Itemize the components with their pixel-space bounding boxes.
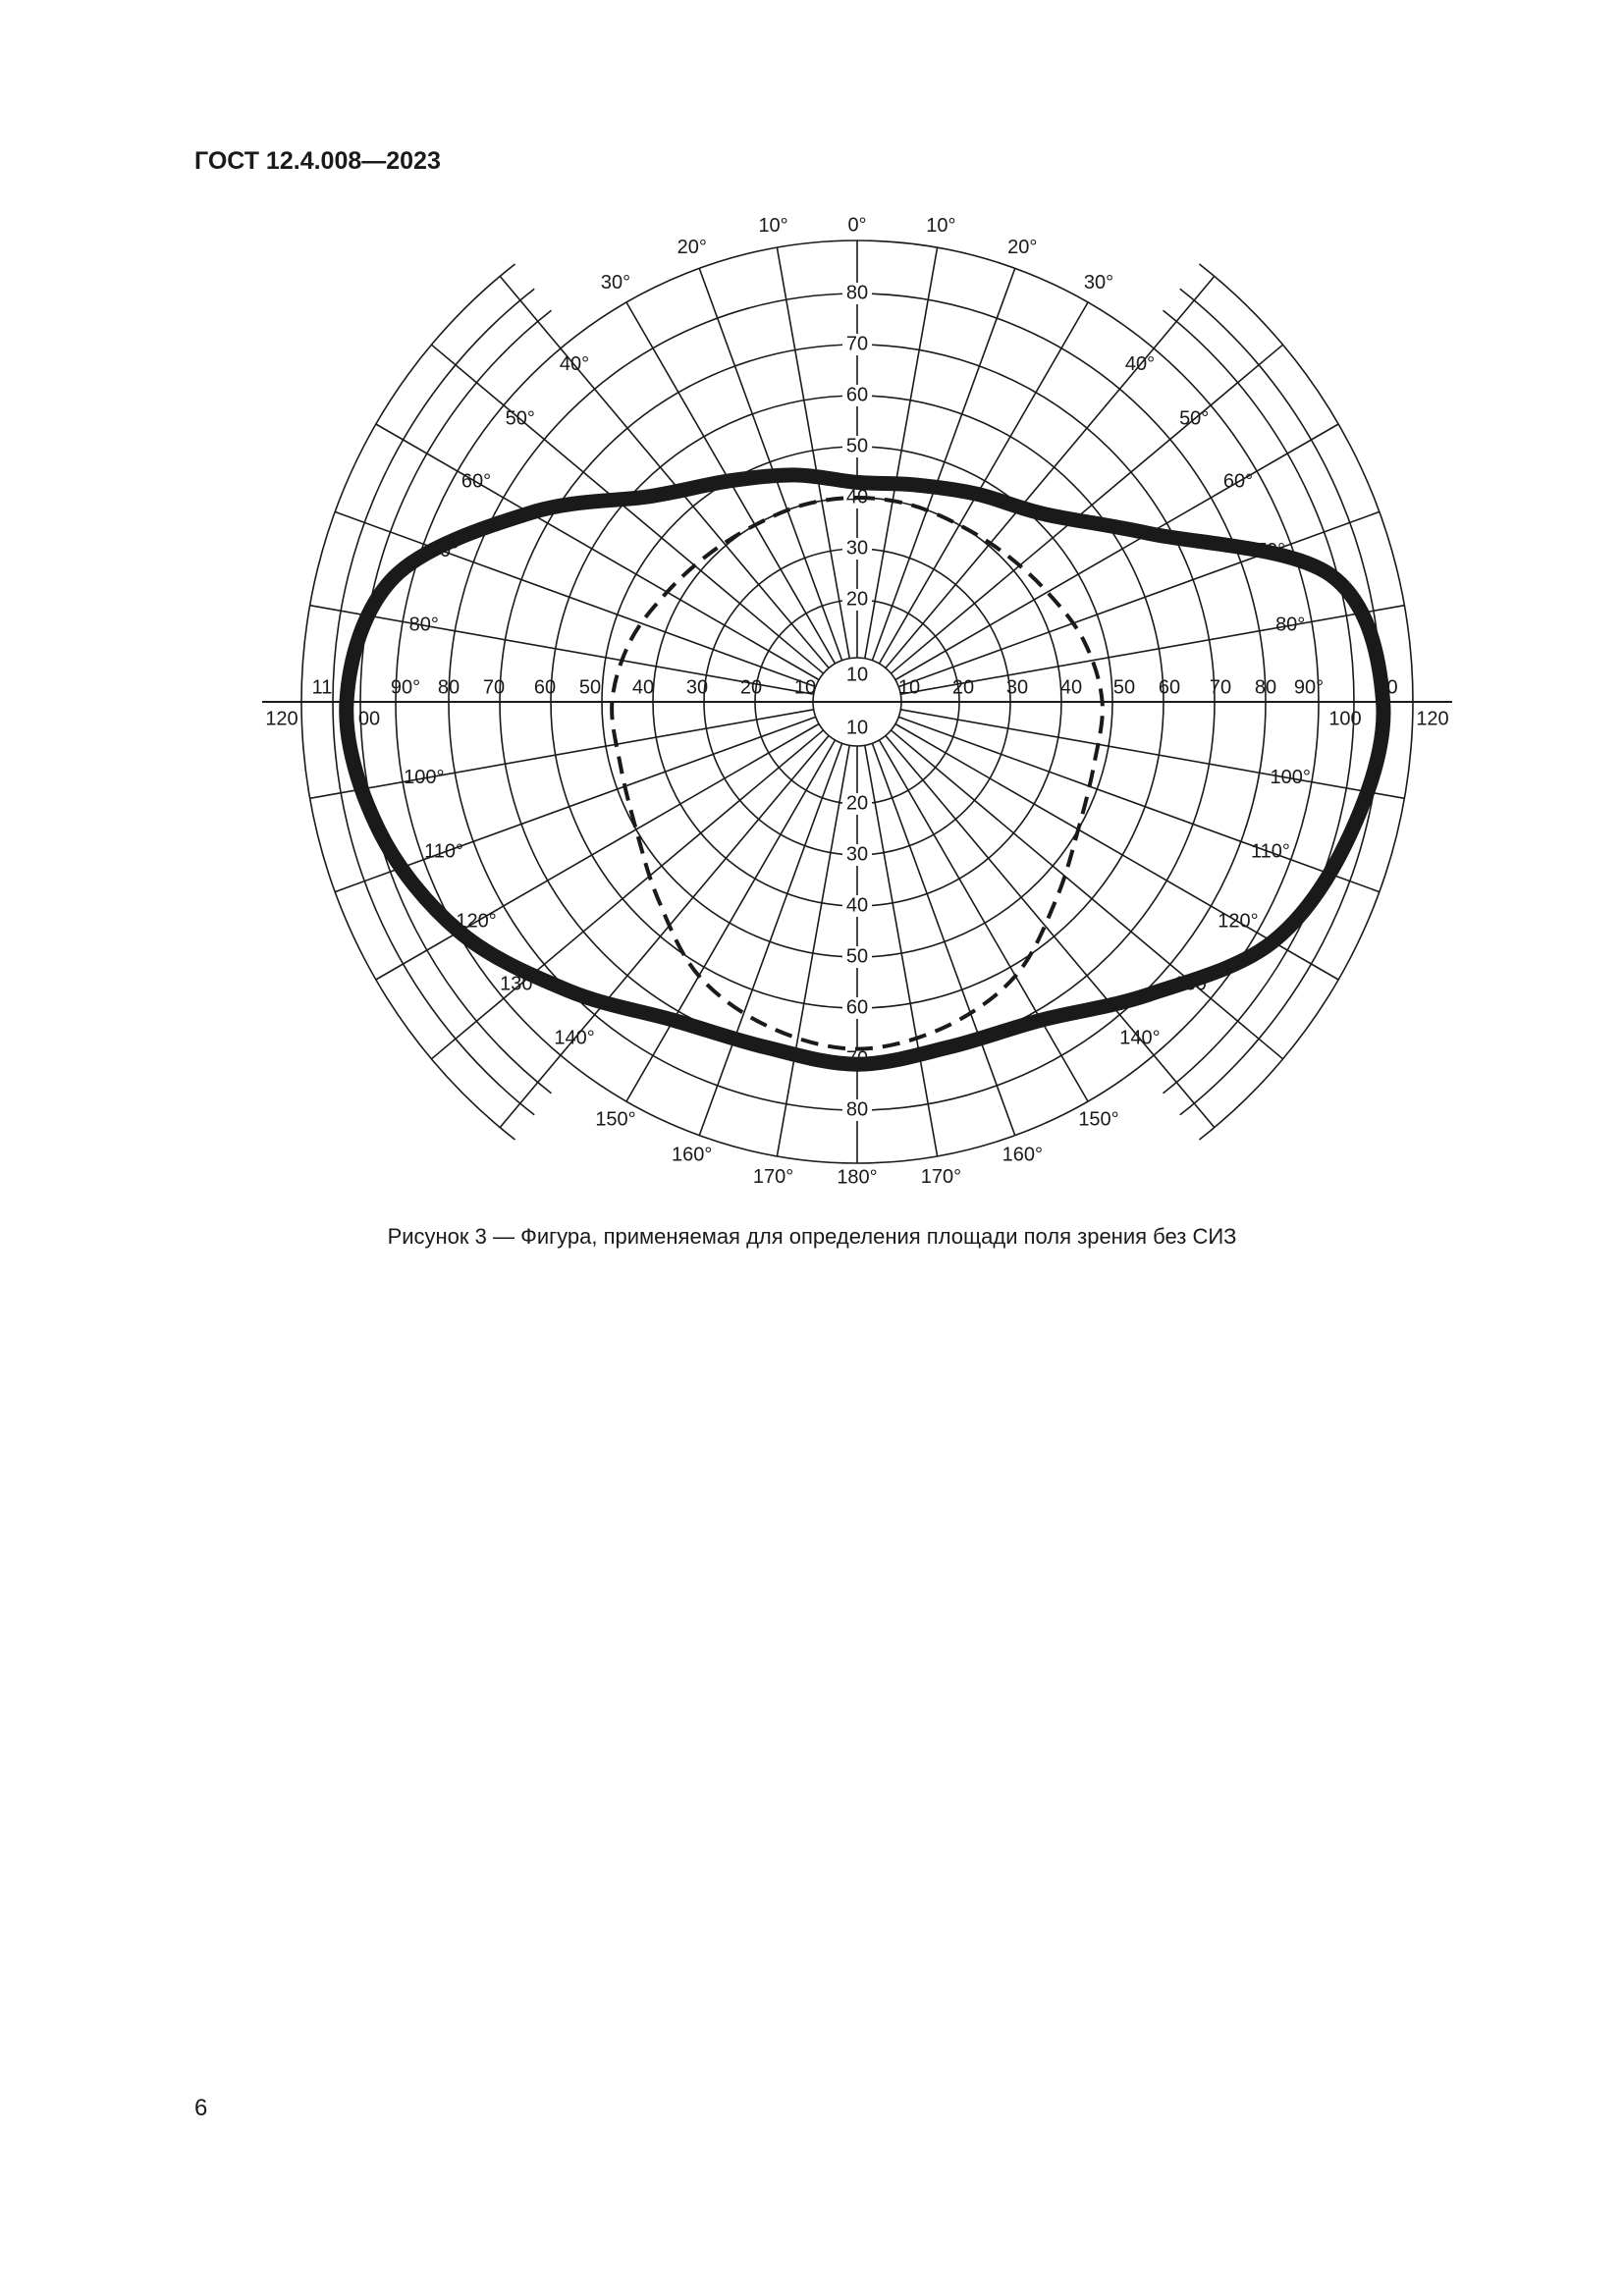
radial-tick-upper-80: 80: [845, 282, 869, 304]
horizontal-tick-right-6: 70: [1209, 676, 1232, 699]
horizontal-tick-right-11: 120: [1416, 708, 1449, 730]
meridian-10: [865, 247, 938, 659]
meridian-label-left-160: 160°: [672, 1144, 713, 1166]
meridian-350: [777, 247, 849, 659]
horizontal-tick-right-2: 30: [1005, 676, 1029, 699]
meridian-label-right-150: 150°: [1078, 1108, 1119, 1131]
figure-caption: Рисунок 3 — Фигура, применяемая для определения площади поля зрения без СИЗ: [387, 1224, 1237, 1249]
horizontal-tick-right-0: 10: [897, 676, 921, 699]
meridian-170: [865, 745, 938, 1156]
meridian-label-right-40: 40°: [1124, 353, 1156, 376]
horizontal-tick-right-4: 50: [1112, 676, 1136, 699]
horizontal-tick-left-7: 50: [578, 676, 602, 699]
meridian-label-left-130: 130°: [500, 973, 541, 995]
meridian-label-right-70: 70°: [1255, 540, 1286, 562]
radial-tick-lower-20: 20: [845, 792, 869, 815]
meridian-label-left-100: 100°: [404, 767, 445, 789]
horizontal-tick-right-5: 60: [1158, 676, 1181, 699]
horizontal-tick-left-10: 20: [739, 676, 763, 699]
horizontal-tick-left-0: 120: [265, 708, 298, 730]
meridian-label-right-130: 130°: [1173, 973, 1215, 995]
meridian-label-left-50: 50°: [505, 407, 535, 430]
horizontal-tick-left-11: 10: [793, 676, 817, 699]
meridian-label-right-20: 20°: [1007, 236, 1038, 258]
meridian-label-left-60: 60°: [460, 470, 492, 493]
radial-tick-upper-30: 30: [845, 537, 869, 560]
meridian-label-right-30: 30°: [1083, 272, 1114, 294]
meridian-label-left-30: 30°: [600, 272, 631, 294]
meridian-label-right-50: 50°: [1179, 407, 1210, 430]
radial-tick-upper-50: 50: [845, 435, 869, 457]
meridian-label-left-40: 40°: [559, 353, 590, 376]
meridian-140: [886, 735, 1215, 1127]
horizontal-tick-left-2: 00: [357, 708, 381, 730]
radial-tick-lower-50: 50: [845, 945, 869, 968]
meridian-label-left-170: 170°: [752, 1165, 794, 1188]
meridian-50: [891, 345, 1282, 673]
page-number: 6: [194, 2095, 208, 2121]
meridian-label-right-160: 160°: [1001, 1144, 1043, 1166]
meridian-label-left-120: 120°: [456, 910, 497, 933]
horizontal-tick-right-10: 0: [1386, 676, 1398, 699]
meridian-label-right-110: 110°: [1251, 840, 1290, 863]
meridian-220: [500, 735, 829, 1127]
meridian-label-right-10: 10°: [926, 214, 956, 237]
meridian-label-right-170: 170°: [920, 1165, 962, 1188]
radial-tick-lower-80: 80: [845, 1098, 869, 1121]
radial-tick-upper-20: 20: [845, 588, 869, 611]
radial-tick-lower-60: 60: [845, 996, 869, 1019]
radial-tick-lower-10: 10: [845, 717, 869, 739]
meridian-40: [886, 276, 1215, 667]
radial-tick-upper-10: 10: [845, 664, 869, 686]
horizontal-tick-left-5: 70: [482, 676, 506, 699]
horizontal-tick-right-3: 40: [1059, 676, 1083, 699]
meridian-label-right-140: 140°: [1119, 1027, 1161, 1049]
meridian-190: [777, 745, 849, 1156]
horizontal-tick-left-9: 30: [685, 676, 709, 699]
horizontal-tick-right-9: 100: [1328, 708, 1362, 730]
meridian-label-left-10: 10°: [758, 214, 788, 237]
meridian-310: [428, 345, 823, 673]
radial-tick-upper-70: 70: [845, 333, 869, 355]
horizontal-tick-left-6: 60: [533, 676, 557, 699]
radial-tick-upper-40: 40: [845, 486, 869, 508]
radial-tick-upper-60: 60: [845, 384, 869, 406]
radial-tick-lower-30: 30: [845, 843, 869, 866]
meridian-label-right-100: 100°: [1270, 767, 1311, 789]
meridian-label-right-60: 60°: [1222, 470, 1254, 493]
meridian-label-left-110: 110°: [424, 840, 463, 863]
horizontal-tick-left-4: 80: [437, 676, 460, 699]
horizontal-tick-right-8: 90°: [1293, 676, 1325, 699]
meridian-label-left-150: 150°: [595, 1108, 636, 1131]
horizontal-tick-left-8: 40: [631, 676, 655, 699]
document-header: ГОСТ 12.4.008—2023: [194, 147, 441, 175]
meridian-label-right-120: 120°: [1218, 910, 1259, 933]
meridian-label-left-140: 140°: [554, 1027, 595, 1049]
radial-tick-lower-70: 70: [845, 1047, 869, 1070]
meridian-label-right-80: 80°: [1275, 614, 1306, 636]
radial-tick-lower-40: 40: [845, 894, 869, 917]
meridian-label-left-70: 70°: [428, 540, 460, 562]
meridian-label-left-80: 80°: [408, 614, 439, 636]
meridian-label-right-0: 0°: [847, 214, 867, 237]
horizontal-tick-right-1: 20: [951, 676, 975, 699]
horizontal-tick-right-7: 80: [1254, 676, 1277, 699]
horizontal-tick-left-3: 90°: [390, 676, 421, 699]
meridian-label-right-180: 180°: [837, 1166, 878, 1189]
meridian-label-left-20: 20°: [677, 236, 707, 258]
horizontal-tick-left-1: 11: [311, 676, 333, 699]
